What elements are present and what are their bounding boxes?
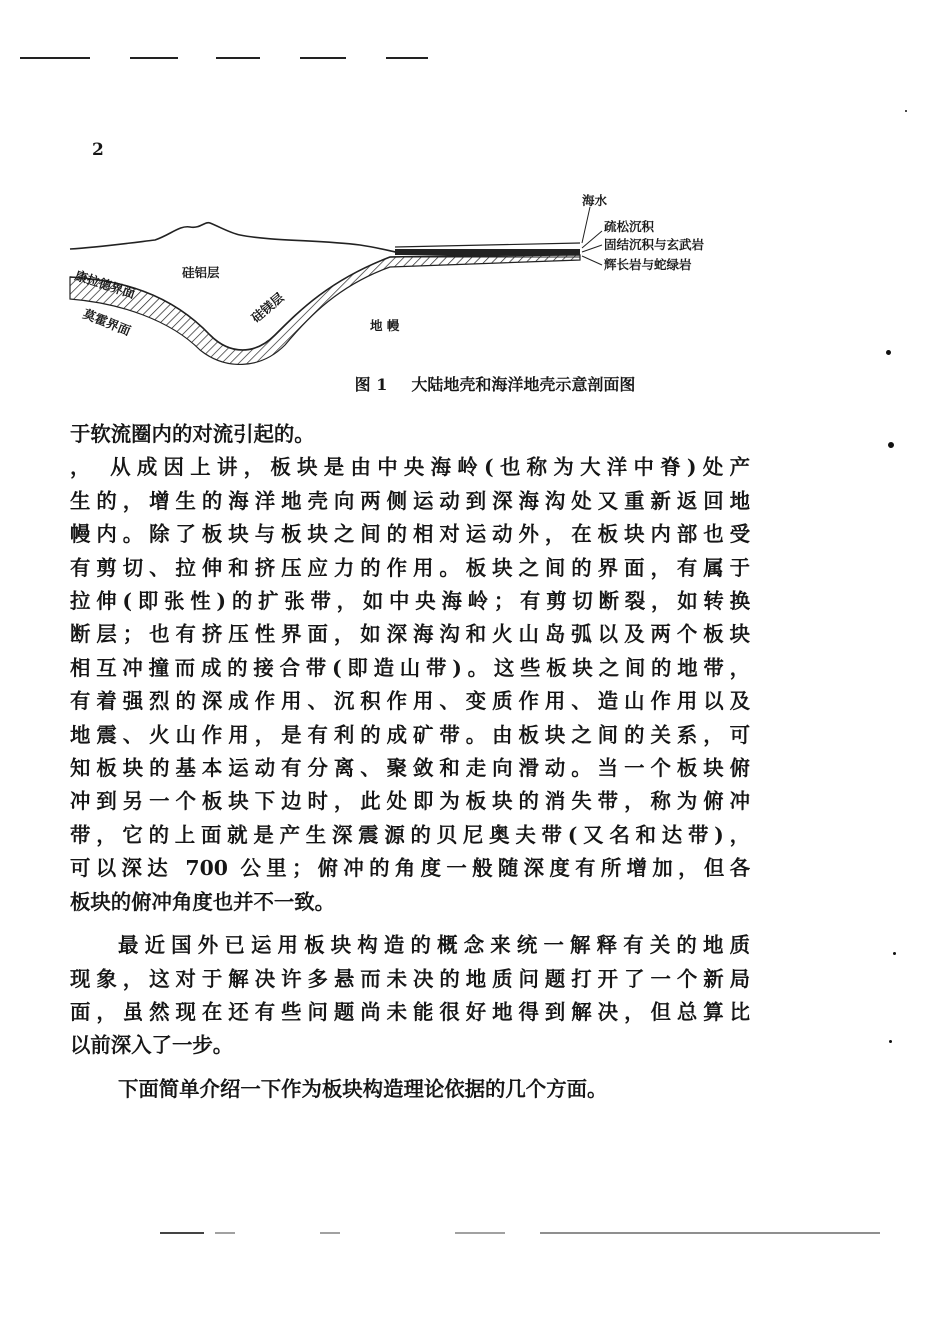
leader-line <box>582 231 602 248</box>
scan-speck <box>886 350 891 355</box>
footer-rule <box>160 1232 204 1234</box>
footer-rule <box>540 1232 880 1234</box>
text-line: 下面简单介绍一下作为板块构造理论依据的几个方面。 <box>118 1076 608 1101</box>
text-line: 可以深达 700 公里；俯冲的角度一般随深度有所增加，但各 <box>70 856 750 881</box>
label-sima-layer: 硅镁层 <box>248 289 287 326</box>
header-dash <box>20 57 90 59</box>
leader-line <box>582 256 602 265</box>
footer-rule <box>455 1232 505 1234</box>
label-sial-layer: 硅铝层 <box>182 265 220 280</box>
text-line: 冲到另一个板块下边时，此处即为板块的消失带，称为俯冲 <box>70 789 750 814</box>
text-line: 有着强烈的深成作用、沉积作用、变质作用、造山作用以及 <box>70 689 750 714</box>
header-dash <box>386 57 428 59</box>
header-dash <box>216 57 260 59</box>
crust-cross-section-figure <box>60 185 780 365</box>
body-text <box>70 418 750 1106</box>
text-line: 幔内。除了板块与板块之间的相对运动外，在板块内部也受 <box>70 522 750 547</box>
scan-speck <box>888 442 894 448</box>
figure-caption-title: 大陆地壳和海洋地壳示意剖面图 <box>411 375 636 394</box>
text-line: 面，虽然现在还有些问题尚未能很好地得到解决，但总算比 <box>70 999 750 1024</box>
text-line: 带，它的上面就是产生深震源的贝尼奥夫带(又名和达带)， <box>70 822 750 847</box>
text-line: ， 从成因上讲，板块是由中央海岭(也称为大洋中脊)处产 <box>70 455 750 480</box>
scan-speck <box>889 1040 892 1043</box>
label-seawater: 海水 <box>582 193 608 208</box>
text-line: 有剪切、拉伸和挤压应力的作用。板块之间的界面，有属于 <box>70 555 750 580</box>
scan-speck <box>893 952 896 955</box>
text-line: 生的，增生的海洋地壳向两侧运动到深海沟处又重新返回地 <box>70 488 750 513</box>
label-moho: 莫霍界面 <box>80 305 133 339</box>
text-line: 知板块的基本运动有分离、聚敛和走向滑动。当一个板块俯 <box>70 756 750 781</box>
text-line: 以前深入了一步。 <box>70 1033 234 1058</box>
text-line: 于软流圈内的对流引起的。 <box>70 422 315 446</box>
figure-caption <box>0 372 950 395</box>
label-consolidated-sediment: 固结沉积与玄武岩 <box>604 237 705 252</box>
text-line: 地震、火山作用，是有利的成矿带。由板块之间的关系，可 <box>70 722 750 747</box>
label-loose-sediment: 疏松沉积 <box>604 219 655 234</box>
figure-caption-number: 图 1 <box>354 375 388 394</box>
text-line: 现象，这对于解决许多悬而未决的地质问题打开了一个新局 <box>70 966 750 991</box>
header-dash <box>130 57 178 59</box>
text-line: 最近国外已运用板块构造的概念来统一解释有关的地质 <box>118 933 750 958</box>
label-conrad: 康拉德界面 <box>73 267 138 302</box>
footer-rule <box>215 1232 235 1234</box>
text-line: 断层；也有挤压性界面，如深海沟和火山岛弧以及两个板块 <box>70 622 750 647</box>
label-mantle: 地 幔 <box>370 318 400 333</box>
land-surface-line <box>70 223 580 253</box>
sima-layer-band <box>70 255 580 364</box>
scan-speck <box>905 110 907 112</box>
oceanic-crust-layers <box>395 249 580 255</box>
text-line: 板块的俯冲角度也并不一致。 <box>70 889 336 914</box>
leader-line <box>582 207 590 243</box>
seawater-line <box>395 243 580 247</box>
text-line: 拉伸(即张性)的扩张带，如中央海岭；有剪切断裂，如转换 <box>70 589 750 614</box>
footer-rule <box>320 1232 340 1234</box>
text-line: 相互冲撞而成的接合带(即造山带)。这些板块之间的地带， <box>70 655 750 680</box>
page-number: 2 <box>92 140 104 160</box>
header-dash <box>300 57 346 59</box>
label-gabbro: 辉长岩与蛇绿岩 <box>604 257 692 272</box>
